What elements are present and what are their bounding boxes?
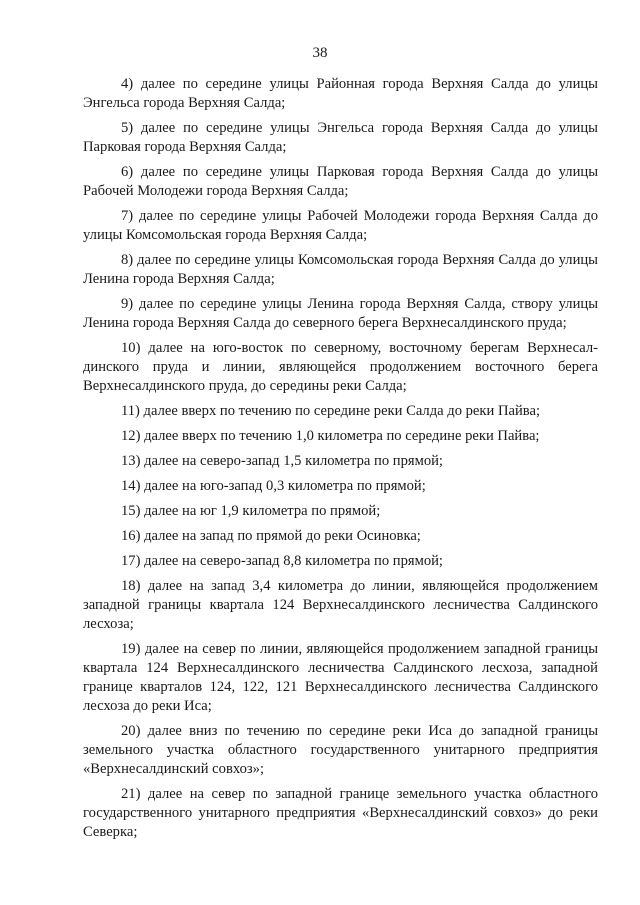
paragraph-16: 16) далее на запад по прямой до реки Осиновка; <box>121 528 421 544</box>
document-body <box>83 75 598 848</box>
paragraph-14: 14) далее на юго-запад 0,3 километра по прямой; <box>121 478 426 494</box>
paragraph-21: 21) далее на север по западной границе земельного участка областного государственного унитарного предприятия «Верхнесалдинский совхоз» до реки Северка; <box>83 786 598 840</box>
page-number: 38 <box>312 45 328 61</box>
paragraph-10: 10) далее на юго-восток по северному, восточному берегам Верхнесалдинского пруда и линии, являющейся продолжением восточного берега Верхнесалдинского пруда, до середины реки Салда; <box>83 340 598 394</box>
paragraph-8: 8) далее по середине улицы Комсомольская города Верхняя Салда до улицы Ленина города Верхняя Салда; <box>83 252 598 287</box>
paragraph-11: 11) далее вверх по течению по середине реки Салда до реки Пайва; <box>121 403 541 419</box>
paragraph-9: 9) далее по середине улицы Ленина города Верхняя Салда, створу улицы Ленина города Верхняя Салда до северного берега Верхнесалдинского пруда; <box>83 296 598 331</box>
paragraph-5: 5) далее по середине улицы Энгельса города Верхняя Салда до улицы Парковая города Верхняя Салда; <box>83 120 598 155</box>
paragraph-19: 19) далее на север по линии, являющейся продолжением западной границы квартала 124 Верхнесалдинского лесничества Салдинского лесхоза, западной границе кварталов 124, 122, 121 Верхнесалдинского лесничества Салдинского лесхоза до реки Иса; <box>83 641 598 714</box>
paragraph-18: 18) далее на запад 3,4 километра до линии, являющейся продолжением западной границы квартала 124 Верхнесалдинского лесничества Салдинского лесхоза; <box>83 578 598 632</box>
paragraph-6: 6) далее по середине улицы Парковая города Верхняя Салда до улицы Рабочей Молодежи города Верхняя Салда; <box>83 164 598 199</box>
paragraph-12: 12) далее вверх по течению 1,0 километра по середине реки Пайва; <box>121 428 540 444</box>
paragraph-4: 4) далее по середине улицы Районная города Верхняя Салда до улицы Энгельса города Верхняя Салда; <box>83 76 598 111</box>
paragraph-15: 15) далее на юг 1,9 километра по прямой; <box>121 503 381 519</box>
paragraph-17: 17) далее на северо-запад 8,8 километра по прямой; <box>121 553 443 569</box>
paragraph-20: 20) далее вниз по течению по середине реки Иса до западной границы земельного участка областного государственного унитарного предприятия «Верхнесалдинский совхоз»; <box>83 723 598 777</box>
paragraph-7: 7) далее по середине улицы Рабочей Молодежи города Верхняя Салда до улицы Комсомольская города Верхняя Салда; <box>83 208 598 243</box>
paragraph-13: 13) далее на северо-запад 1,5 километра по прямой; <box>121 453 443 469</box>
